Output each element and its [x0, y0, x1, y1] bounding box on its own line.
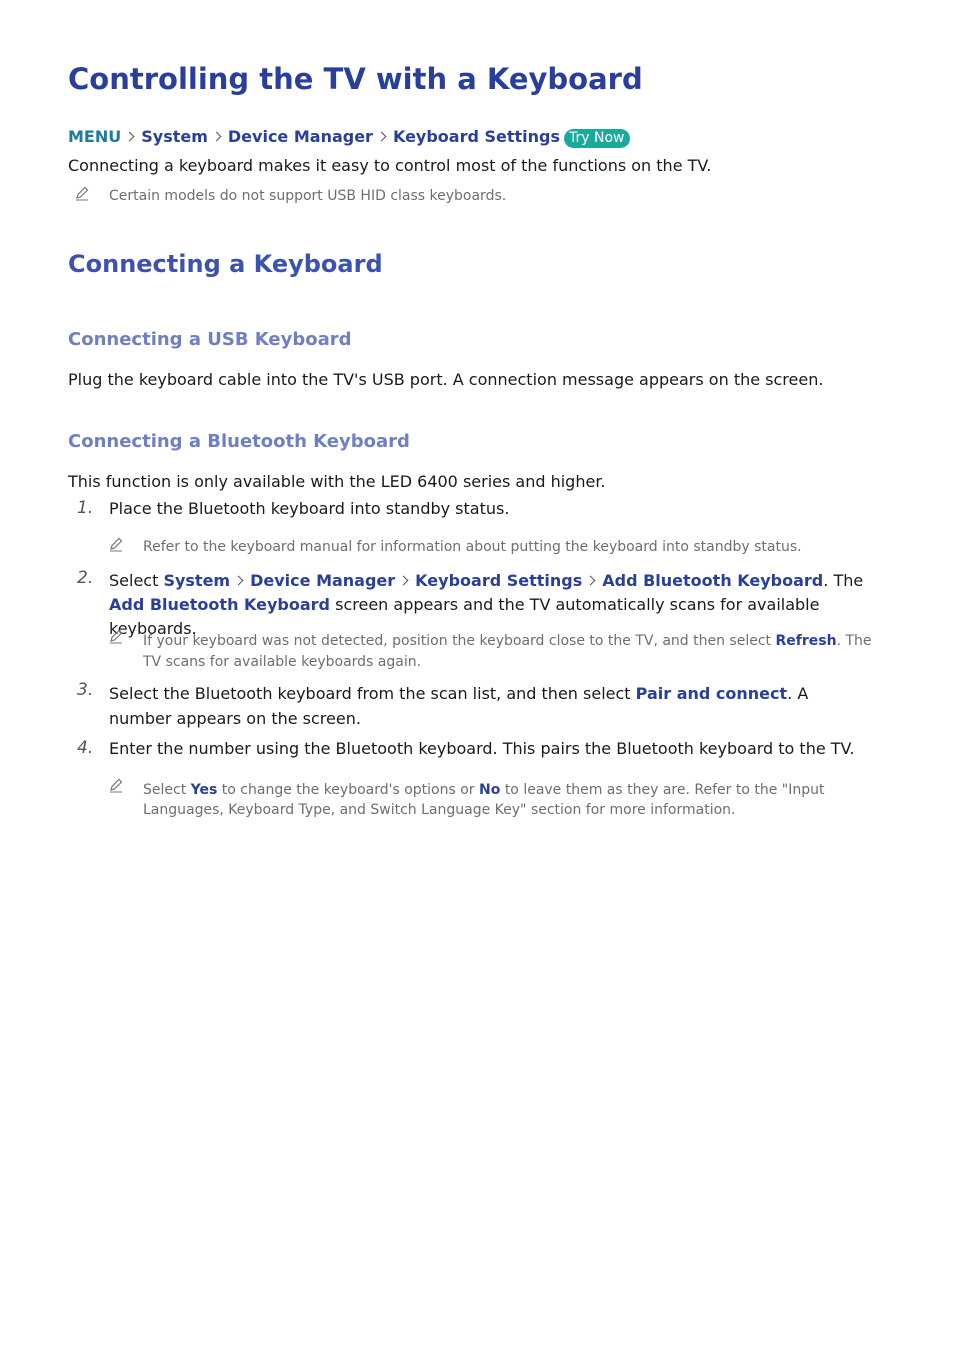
chevron-right-icon [234, 576, 244, 586]
pencil-icon [74, 185, 90, 201]
step-number: 1. [77, 498, 94, 518]
path-device-manager[interactable]: Device Manager [250, 571, 396, 590]
section-title: Connecting a Keyboard [68, 250, 383, 278]
step-1-text: Place the Bluetooth keyboard into standby status. [109, 499, 510, 518]
no-link[interactable]: No [479, 782, 501, 798]
chevron-right-icon [211, 132, 221, 142]
breadcrumb [68, 127, 630, 148]
bluetooth-title: Connecting a Bluetooth Keyboard [68, 431, 410, 452]
path-add-bluetooth-keyboard[interactable]: Add Bluetooth Keyboard [602, 571, 824, 590]
chevron-right-icon [586, 576, 596, 586]
usb-text: Plug the keyboard cable into the TV's USB port. A connection message appears on the screen. [68, 370, 824, 389]
step-1-note: Refer to the keyboard manual for information about putting the keyboard into standby status. [143, 539, 802, 555]
step-number: 2. [77, 568, 94, 588]
bluetooth-intro: This function is only available with the LED 6400 series and higher. [68, 472, 606, 491]
intro-text: Connecting a keyboard makes it easy to control most of the functions on the TV. [68, 156, 712, 175]
step-4-note: Select Yes to change the keyboard's options or No to leave them as they are. Refer to the "Input Languages, Keyboard Type, and Switch Language Key" section for more information. [143, 782, 825, 818]
intro-note: Certain models do not support USB HID class keyboards. [109, 188, 507, 204]
breadcrumb-system[interactable]: System [141, 127, 208, 146]
page-title: Controlling the TV with a Keyboard [68, 62, 643, 96]
step-number: 3. [77, 680, 94, 700]
chevron-right-icon [125, 132, 135, 142]
step-2-note: If your keyboard was not detected, position the keyboard close to the TV, and then select Refresh. The TV scans for available keyboards again. [143, 633, 872, 670]
refresh-link[interactable]: Refresh [775, 633, 837, 649]
pencil-icon [108, 628, 124, 644]
chevron-right-icon [377, 132, 387, 142]
try-now-button[interactable]: Try Now [564, 129, 629, 148]
path-system[interactable]: System [163, 571, 231, 590]
step-4-text: Enter the number using the Bluetooth keyboard. This pairs the Bluetooth keyboard to the TV. [109, 739, 855, 758]
step-3-text: Select the Bluetooth keyboard from the scan list, and then select Pair and connect. A number appears on the screen. [109, 684, 809, 728]
pencil-icon [108, 777, 124, 793]
breadcrumb-keyboard-settings[interactable]: Keyboard Settings [392, 127, 561, 146]
yes-link[interactable]: Yes [190, 782, 218, 798]
usb-title: Connecting a USB Keyboard [68, 329, 352, 350]
pair-and-connect-link[interactable]: Pair and connect [635, 684, 788, 703]
path-keyboard-settings[interactable]: Keyboard Settings [415, 571, 583, 590]
pencil-icon [108, 536, 124, 552]
step-number: 4. [77, 738, 94, 758]
add-bluetooth-keyboard-link[interactable]: Add Bluetooth Keyboard [109, 595, 331, 614]
chevron-right-icon [399, 576, 409, 586]
breadcrumb-menu[interactable]: MENU [68, 127, 122, 146]
breadcrumb-device-manager[interactable]: Device Manager [227, 127, 373, 146]
step-2-text: Select System Device Manager Keyboard Settings Add Bluetooth Keyboard. The Add Bluetooth Keyboard screen appears and the TV automatically scans for available keyboards. [109, 571, 864, 638]
